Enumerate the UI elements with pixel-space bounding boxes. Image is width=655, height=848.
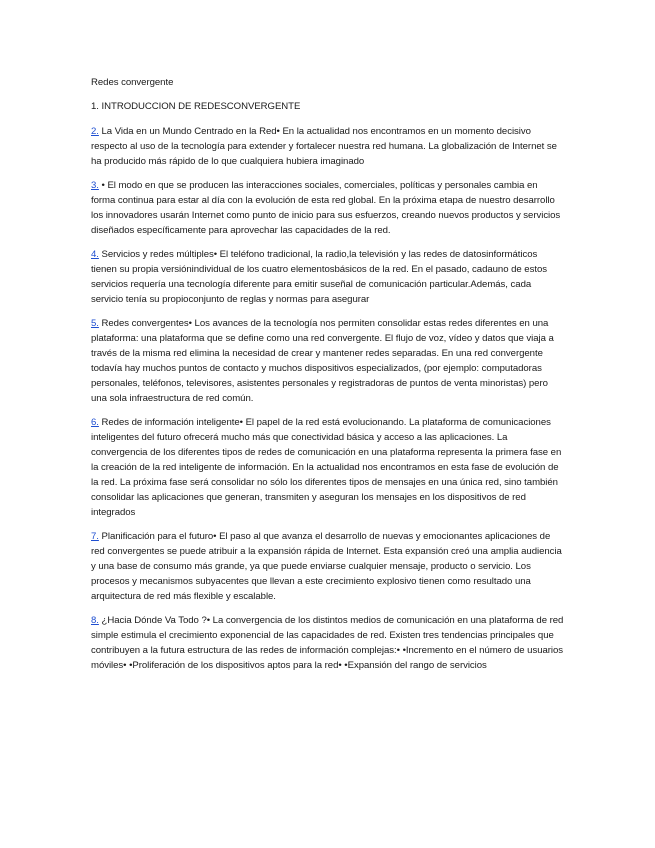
paragraph-text: Redes de información inteligente• El papel de la red está evolucionando. La plataforma de comunicaciones inteligentes del futuro ofrecerá mucho más que conectividad básica y acceso a las aplicaciones. La convergencia de los diferentes tipos de redes de comunicación en una plataforma representa la primera fase en la creación de la red inteligente de información. En la actualidad nos encontramos en esta fase de evolución de la red. La próxima fase será consolidar no sólo los diferentes tipos de mensajes en una única red, sino también consolidar las aplicaciones que generan, transmiten y aseguran los mensajes en los dispositivos de red integrados xyxy=(91,417,562,518)
document-title: Redes convergente xyxy=(91,77,174,88)
paragraph-2 xyxy=(91,124,564,169)
paragraph-5 xyxy=(91,316,564,406)
section-heading: 1. INTRODUCCION DE REDESCONVERGENTE xyxy=(91,101,301,112)
paragraph-text: • El modo en que se producen las interacciones sociales, comerciales, políticas y personales cambia en forma continua para estar al día con la evolución de esta red global. En la próxima etapa de nuestro desarrollo los innovadores usarán Internet como punto de inicio para sus esfuerzos, creando nuevos productos y servicios diseñados específicamente para aprovechar las capacidades de la red. xyxy=(91,180,561,236)
section-number-link-6[interactable]: 6. xyxy=(91,417,99,428)
paragraph-text: La Vida en un Mundo Centrado en la Red• En la actualidad nos encontramos en un momento decisivo respecto al uso de la tecnología para extender y fortalecer nuestra red humana. La globalización de Internet se ha producido más rápido de lo que cualquiera hubiera imaginado xyxy=(91,126,557,167)
paragraph-3 xyxy=(91,178,564,238)
paragraph-text: ¿Hacia Dónde Va Todo ?• La convergencia de los distintos medios de comunicación en una plataforma de red simple estimula el crecimiento exponencial de las capacidades de red. Existen tres tendencias principales que contribuyen a la futura estructura de las redes de información complejas:• •Incremento en el número de usuarios móviles• •Proliferación de los dispositivos aptos para la red• •Expansión del rango de servicios xyxy=(91,615,564,671)
section-number-link-3[interactable]: 3. xyxy=(91,180,99,191)
section-number-link-7[interactable]: 7. xyxy=(91,531,99,542)
paragraph-8 xyxy=(91,613,564,673)
paragraph-4 xyxy=(91,247,564,307)
paragraph-text: Servicios y redes múltiples• El teléfono tradicional, la radio,la televisión y las redes de datosinformáticos tienen su propia versiónindividual de los cuatro elementosbásicos de la red. En el pasado, cadauno de estos servicios requería una tecnología diferente para emitir suseñal de comunicación particular.Además, cada servicio tenía su propioconjunto de reglas y normas para asegurar xyxy=(91,249,547,305)
paragraph-text: Redes convergentes• Los avances de la tecnología nos permiten consolidar estas redes diferentes en una plataforma: una plataforma que se define como una red convergente. El flujo de voz, vídeo y datos que viaja a través de la misma red elimina la necesidad de crear y mantener redes separadas. En una red convergente todavía hay muchos puntos de contacto y muchos dispositivos especializados, (por ejemplo: computadoras personales, teléfonos, televisores, asistentes personales y registradoras de puntos de venta minoristas) pero una sola infraestructura de red común. xyxy=(91,318,554,404)
section-number-link-8[interactable]: 8. xyxy=(91,615,99,626)
section-number-link-4[interactable]: 4. xyxy=(91,249,99,260)
paragraph-7 xyxy=(91,529,564,604)
paragraph-6 xyxy=(91,415,564,520)
section-number-link-2[interactable]: 2. xyxy=(91,126,99,137)
paragraph-text: Planificación para el futuro• El paso al que avanza el desarrollo de nuevas y emocionantes aplicaciones de red convergentes se puede atribuir a la expansión rápida de Internet. Esta expansión creó una amplia audiencia y una base de consumo más grande, ya que puede enviarse cualquier mensaje, producto o servicio. Los procesos y mecanismos subyacentes que llevan a este crecimiento explosivo tienen como resultado una arquitectura de red más flexible y escalable. xyxy=(91,531,562,602)
document-body xyxy=(91,75,564,682)
section-number-link-5[interactable]: 5. xyxy=(91,318,99,329)
